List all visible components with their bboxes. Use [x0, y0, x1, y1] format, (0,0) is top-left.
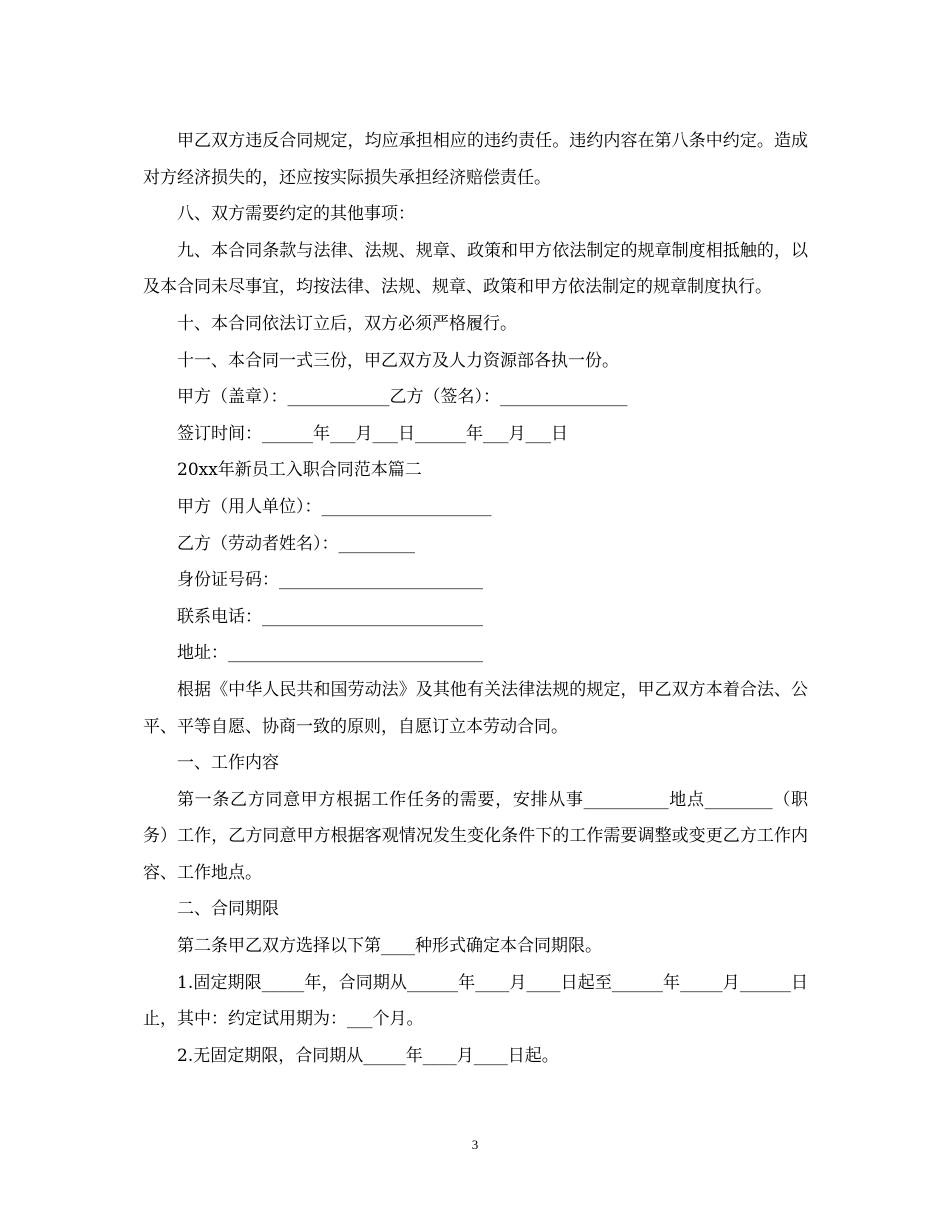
section-heading-part-two: 20xx年新员工入职合同范本篇二: [177, 460, 422, 481]
id-number-field: 身份证号码：________________________: [177, 570, 483, 591]
paragraph-section-11: 十一、本合同一式三份，甲乙双方及人力资源部各执一份。: [177, 350, 619, 371]
paragraph-article-1: 第一条乙方同意甲方根据工作任务的需要，安排从事__________地点________（职务）工作，乙方同意甲方根据客观情况发生变化条件下的工作需要调整或变更乙方工作内容、工作地点。: [143, 789, 808, 883]
signature-line: 甲方（盖章）：____________乙方（签名）：_______________: [177, 387, 628, 408]
paragraph-open-term: 2.无固定期限，合同期从_____年____月____日起。: [177, 1045, 559, 1066]
paragraph-section-10: 十、本合同依法订立后，双方必须严格履行。: [177, 313, 517, 334]
document-body: [143, 123, 808, 1074]
page-number: 3: [471, 1137, 479, 1152]
phone-field: 联系电话：__________________________: [177, 606, 483, 627]
signing-date-line: 签订时间：______年___月___日______年___月___日: [177, 423, 568, 444]
employee-name-field: 乙方（劳动者姓名）：_________: [177, 533, 415, 554]
paragraph-section-9: 九、本合同条款与法律、法规、规章、政策和甲方依法制定的规章制度相抵触的，以及本合同未尽事宜，均按法律、法规、规章、政策和甲方依法制定的规章制度执行。: [143, 240, 808, 298]
paragraph-article-2: 第二条甲乙双方选择以下第____种形式确定本合同期限。: [177, 936, 602, 957]
paragraph-breach-liability: 甲乙双方违反合同规定，均应承担相应的违约责任。违约内容在第八条中约定。造成对方经济损失的，还应按实际损失承担经济赔偿责任。: [143, 131, 808, 188]
paragraph-fixed-term: 1.固定期限_____年，合同期从______年____月____日起至______年_____月______日止，其中：约定试用期为：___个月。: [143, 972, 808, 1030]
address-field: 地址：______________________________: [177, 643, 483, 664]
employer-field: 甲方（用人单位）：____________________: [177, 496, 492, 517]
heading-contract-term: 二、合同期限: [177, 899, 279, 920]
paragraph-legal-basis: 根据《中华人民共和国劳动法》及其他有关法律法规的规定，甲乙双方本着合法、公平、平等自愿、协商一致的原则，自愿订立本劳动合同。: [143, 679, 808, 737]
heading-work-content: 一、工作内容: [177, 753, 279, 774]
paragraph-section-8: 八、双方需要约定的其他事项：: [177, 204, 415, 225]
